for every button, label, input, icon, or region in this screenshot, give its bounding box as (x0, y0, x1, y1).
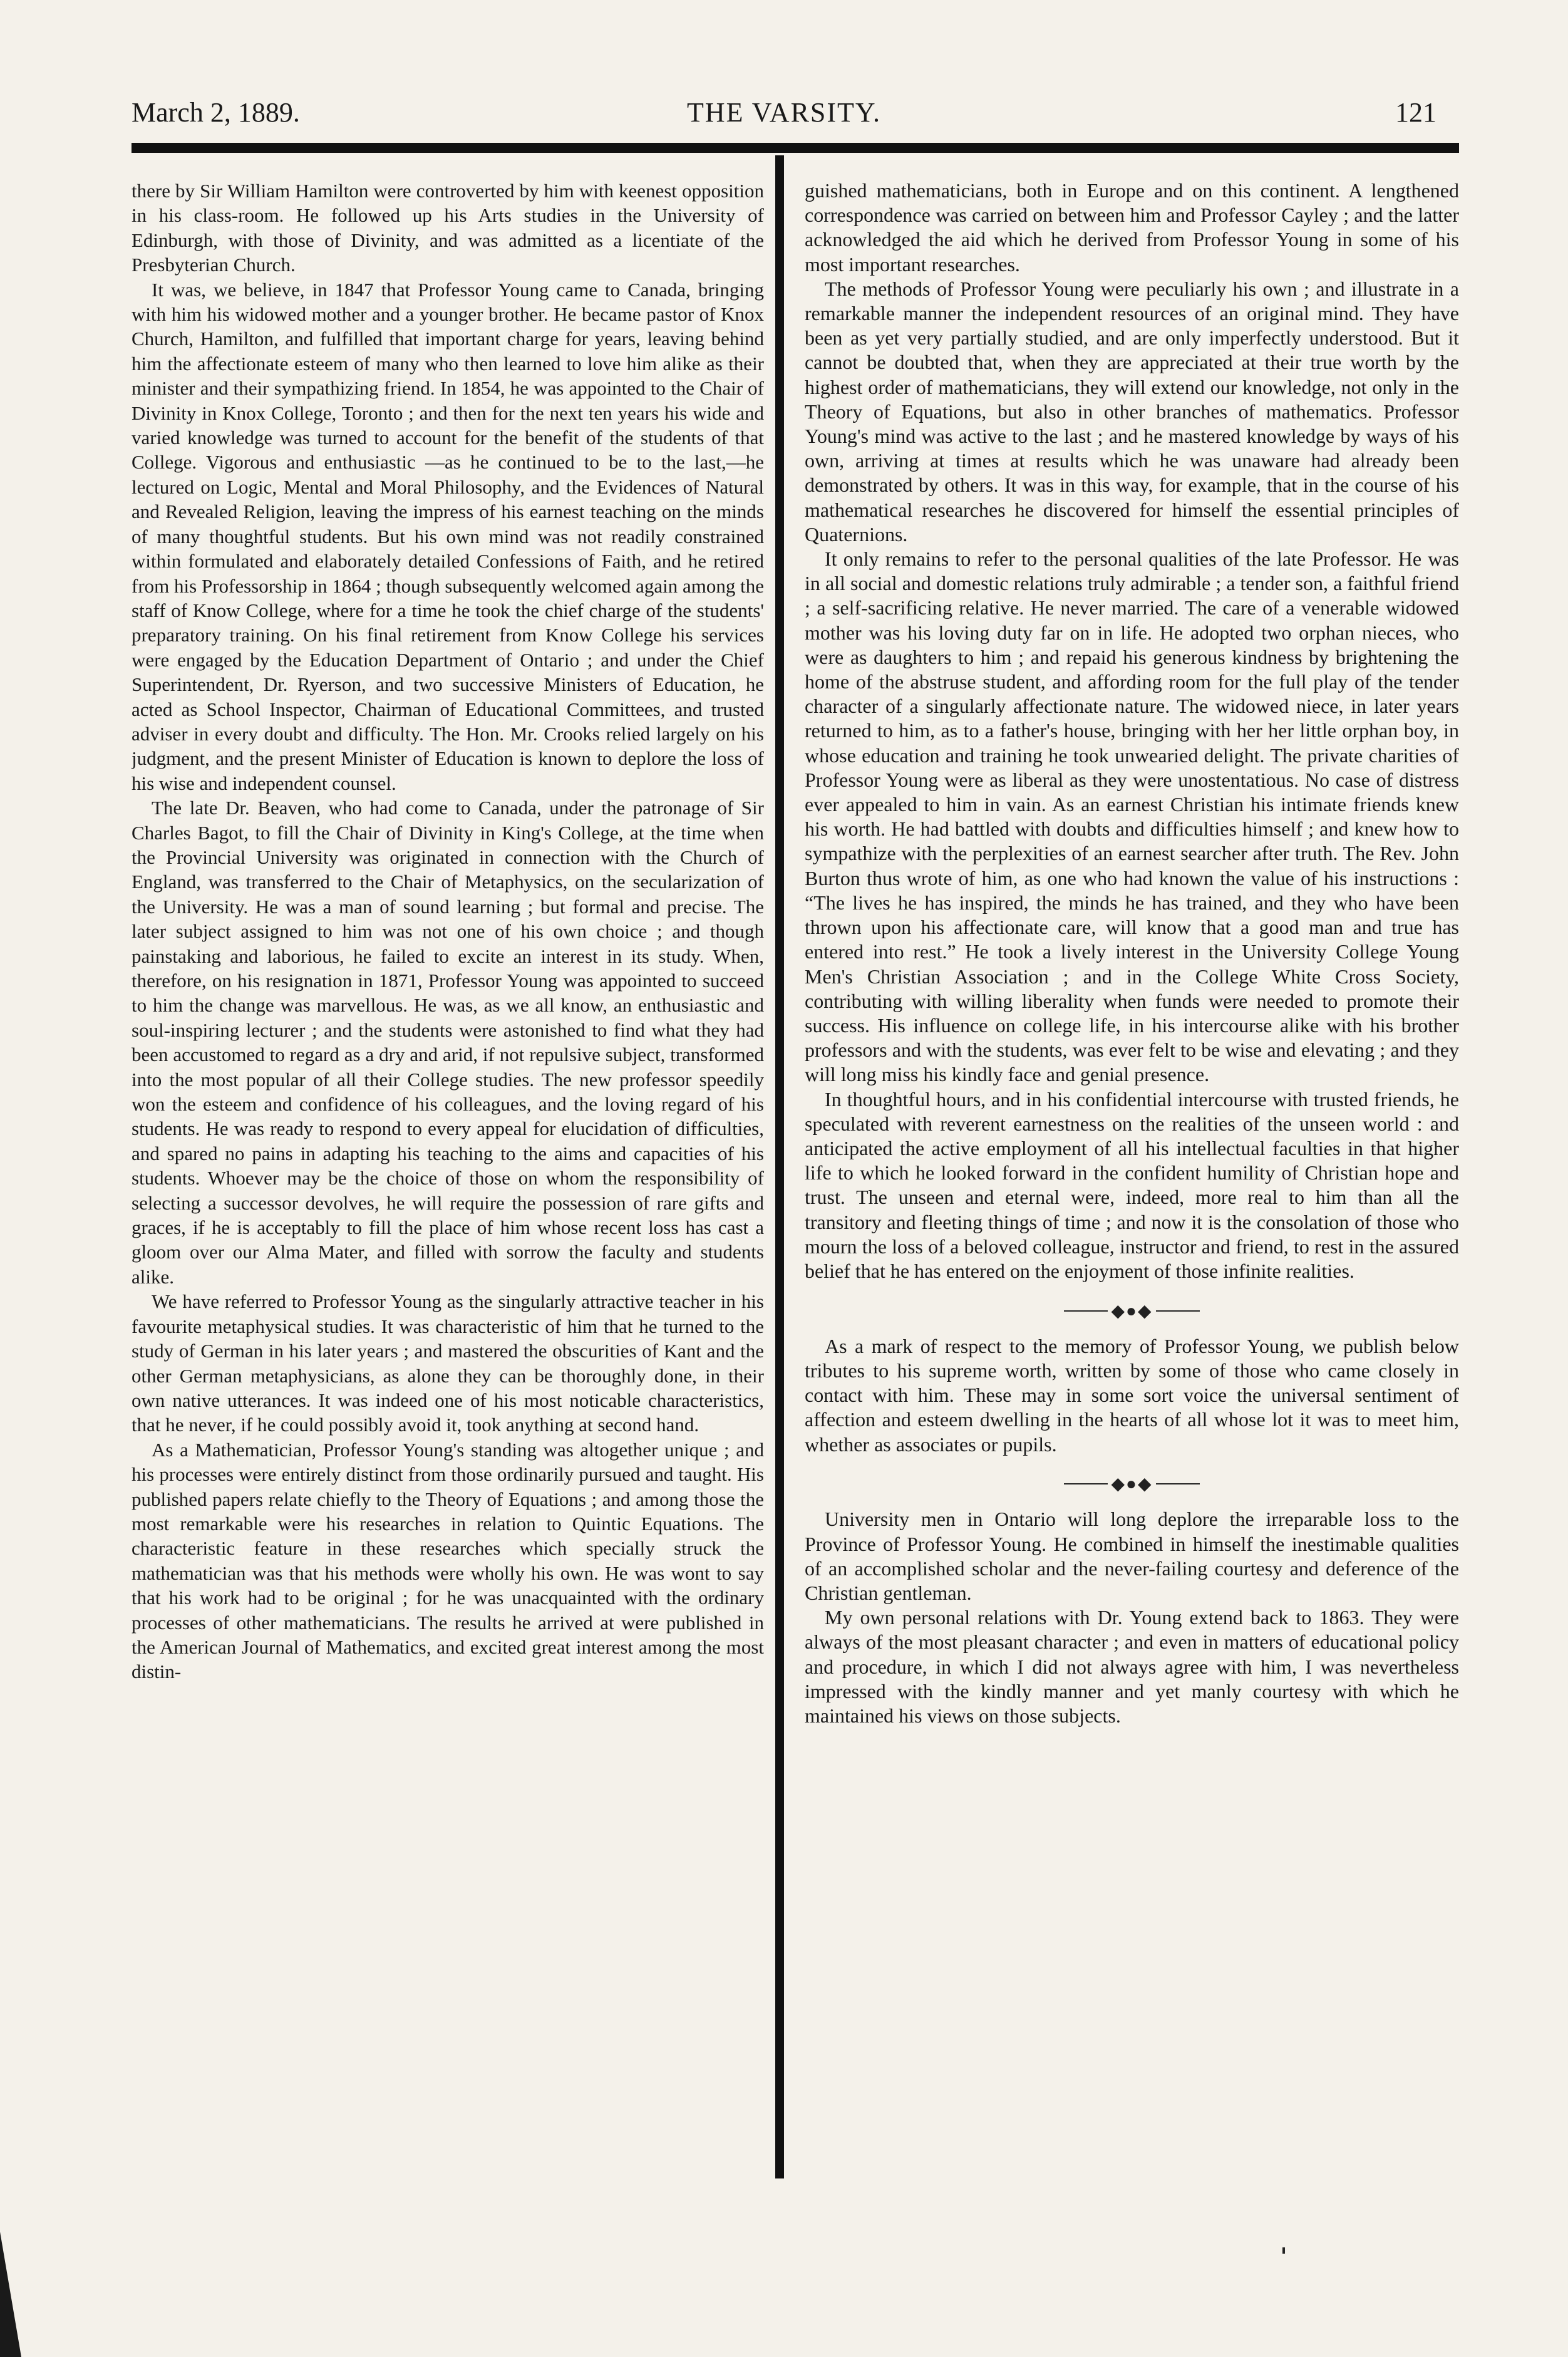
article-paragraph: We have referred to Professor Young as the singularly attractive teacher in his favourite metaphysical studies. It was characteristic of him that he turned to the study of German in his later years ; and mastered the obscurities of Kant and the other German metaphysicians, as alone they can be thoroughly done, in their own native utterances. It was indeed one of his most noticable characteristics, that he never, if he could possibly avoid it, took anything at second hand. (132, 1290, 764, 1436)
section-ornament: ◆●◆ (805, 1300, 1459, 1322)
column-divider (775, 155, 784, 2178)
article-paragraph: It was, we believe, in 1847 that Professor Young came to Canada, bringing with him his widowed mother and a younger brother. He became pastor of Knox Church, Hamilton, and fulfilled that important charge for years, leaving behind him the affectionate esteem of many who then learned to love him alike as their minister and their sympathizing friend. In 1854, he was appointed to the Chair of Divinity in Knox College, Toronto ; and then for the next ten years his wide and varied knowledge was turned to account for the benefit of the students of that College. Vigorous and enthusiastic —as he continued to be to the last,—he lectured on Logic, Mental and Moral Philosophy, and the Evidences of Natural and Revealed Religion, leaving the impress of his earnest teaching on the minds of many thoughtful students. But his own mind was not readily constrained within formulated and elaborately detailed Confessions of Faith, and he retired from his Professorship in 1864 ; though subsequently welcomed again among the staff of Know College, where for a time he took the chief charge of the students' preparatory training. On his final retirement from Know College his services were engaged by the Education Department of Ontario ; and under the Chief Superintendent, Dr. Ryerson, and two successive Ministers of Education, he acted as School Inspector, Chairman of Educational Committees, and trusted adviser in every doubt and difficulty. The Hon. Mr. Crooks relied largely on his judgment, and the present Minister of Education is known to deplore the loss of his wise and independent counsel. (132, 278, 764, 794)
issue-date: March 2, 1889. (132, 97, 300, 128)
publication-title: THE VARSITY. (686, 97, 882, 128)
page-header (119, 94, 1449, 138)
section-ornament: ◆●◆ (805, 1473, 1459, 1495)
article-paragraph: In thoughtful hours, and in his confidential intercourse with trusted friends, he speculated with reverent earnestness on the realities of the unseen world : and anticipated the active employment of all his intellectual faculties in that higher life to which he looked forward in the confident humility of Christian hope and trust. The unseen and eternal were, indeed, more real to him than all the transitory and fleeting things of time ; and now it is the consolation of those who mourn the loss of a beloved colleague, instructor and friend, to rest in the assured belief that he has entered on the enjoyment of those infinite realities. (805, 1087, 1459, 1282)
binding-edge (0, 2230, 25, 2357)
tribute-paragraph: My own personal relations with Dr. Young extend back to 1863. They were always of the most pleasant character ; and even in matters of educational policy and procedure, in which I did not always agree with him, I was nevertheless impressed with the kindly manner and yet manly courtesy with which he maintained his views on those subjects. (805, 1606, 1459, 1727)
article-paragraph: The late Dr. Beaven, who had come to Canada, under the patronage of Sir Charles Bagot, to fill the Chair of Divinity in King's College, at the time when the Provincial University was originated in connection with the Church of England, was transferred to the Chair of Metaphysics, on the secularization of the University. He was a man of sound learning ; but formal and precise. The later subject assigned to him was not one of his own choice ; and though painstaking and laborious, he failed to excite an interest in its study. When, therefore, on his resignation in 1871, Professor Young was appointed to succeed to him the change was marvellous. He was, as we all know, an enthusiastic and soul-inspiring lecturer ; and the students were astonished to find what they had been accustomed to regard as a dry and arid, if not repulsive subject, transformed into the most popular of all their College studies. The new professor speedily won the esteem and confidence of his colleagues, and the loving regard of his students. He was ready to respond to every appeal for elucidation of difficulties, and spared no pains in adapting his teaching to the aims and capacities of his students. Whoever may be the choice of those on whom the responsibility of selecting a successor devolves, he will require the possession of rare gifts and graces, if he is acceptably to fill the place of him whose recent loss has cast a gloom over our Alma Mater, and filled with sorrow the faculty and students alike. (132, 797, 764, 1288)
article-paragraph: It only remains to refer to the personal qualities of the late Professor. He was in all social and domestic relations truly admirable ; a tender son, a faithful friend ; a self-sacrificing relative. He never married. The care of a venerable widowed mother was his loving duty far on in life. He adopted two orphan nieces, who were as daughters to him ; and repaid his generous kindness by brightening the home of the abstruse student, and affording room for the full play of the tender character of a singularly affectionate nature. The widowed niece, in later years returned to him, as to a father's house, bringing with her her little orphan boy, in whose education and training he took unwearied delight. The private charities of Professor Young were as liberal as they were unostentatious. No case of distress ever appealed to him in vain. As an earnest Christian his intimate friends knew his worth. He had battled with doubts and difficulties himself ; and knew how to sympathize with the perplexities of an earnest searcher after truth. The Rev. John Burton thus wrote of him, as one who had known the value of his instructions : “The lives he has inspired, the minds he has trained, and they who have been thrown upon his affectionate care, will know that a good man and true has entered into rest.” He took a lively interest in the University College Young Men's Christian Association ; and in the College White Cross Society, contributing with willing liberality when funds were needed to promote their success. His influence on college life, in his intercourse alike with his brother professors and with the students, was ever felt to be wise and elevating ; and they will long miss his kindly face and genial presence. (805, 547, 1459, 1086)
right-column (805, 179, 1459, 2220)
article-paragraph: there by Sir William Hamilton were controverted by him with keenest opposition in his class-room. He followed up his Arts studies in the University of Edinburgh, with those of Divinity, and was admitted as a licentiate of the Presbyterian Church. (132, 180, 764, 276)
left-column (132, 179, 764, 2220)
article-paragraph: As a Mathematician, Professor Young's standing was altogether unique ; and his processes were entirely distinct from those ordinarily pursued and taught. His published papers relate chiefly to the Theory of Equations ; and among those the most remarkable were his researches in relation to Quintic Equations. The characteristic feature in these researches which specially struck the mathematician was that his methods were wholly his own. He was wont to say that his work had to be original ; for he was unacquainted with the ordinary processes of other mathematicians. The results he arrived at were published in the American Journal of Mathematics, and excited great interest among the most distin- (132, 1438, 764, 1683)
article-paragraph: guished mathematicians, both in Europe and on this continent. A lengthened correspondence was carried on between him and Professor Cayley ; and the latter acknowledged the aid which he derived from Professor Young in some of his most important researches. (805, 179, 1459, 276)
page-number: 121 (1395, 97, 1436, 128)
header-rule (132, 143, 1459, 153)
tribute-intro: As a mark of respect to the memory of Professor Young, we publish below tributes to his supreme worth, written by some of those who came closely in contact with him. These may in some sort voice the universal sentiment of affection and esteem dwelling in the hearts of all whose lot it was to meet him, whether as associates or pupils. (805, 1334, 1459, 1456)
tribute-paragraph: University men in Ontario will long deplore the irreparable loss to the Province of Professor Young. He combined in himself the inestimable qualities of an accomplished scholar and the never-failing courtesy and deference of the Christian gentleman. (805, 1508, 1459, 1604)
article-paragraph: The methods of Professor Young were peculiarly his own ; and illustrate in a remarkable manner the independent resources of an original mind. They have been as yet very partially studied, and are only imperfectly understood. But it cannot be doubted that, when they are appreciated at their true worth by the highest order of mathematicians, they will extend our knowledge, not only in the Theory of Equations, but also in other branches of mathematics. Professor Young's mind was active to the last ; and he mastered knowledge by ways of his own, arriving at times at results which he was unaware had already been demonstrated by others. It was in this way, for example, that in the course of his mathematical researches he discovered for himself the essential principles of Quaternions. (805, 277, 1459, 546)
print-speck (1282, 2247, 1285, 2254)
